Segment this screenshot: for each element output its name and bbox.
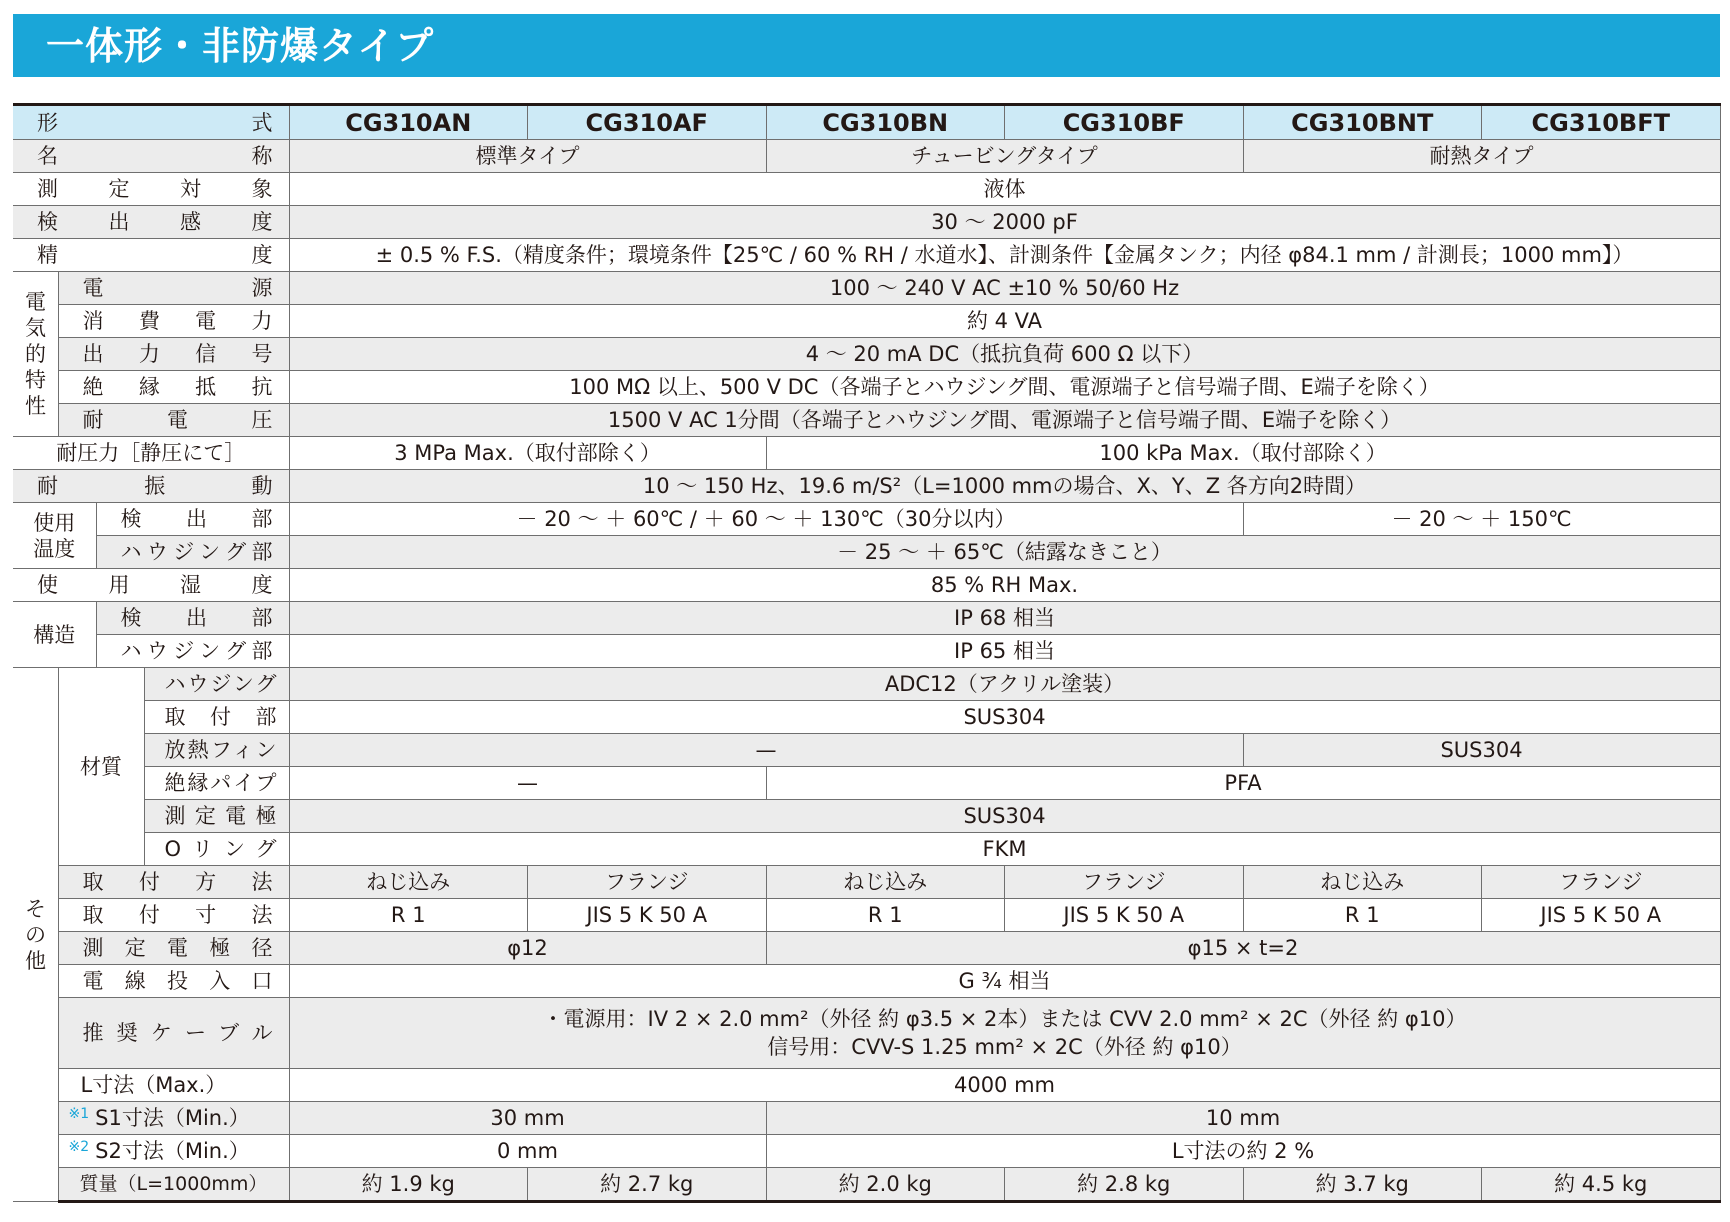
cell-value: － 20 〜 ＋ 150℃ bbox=[1243, 503, 1720, 536]
row-vibration bbox=[13, 470, 1720, 503]
row-label: Oリング bbox=[144, 833, 289, 866]
row-mount-size bbox=[13, 899, 1720, 932]
model-header-label: 形 式 bbox=[13, 105, 289, 140]
cell-value: — bbox=[289, 767, 766, 800]
cell-value: 約 2.0 kg bbox=[766, 1168, 1005, 1202]
cell-value: 約 4 VA bbox=[289, 305, 1720, 338]
row-label: ハウジング bbox=[144, 668, 289, 701]
row-sensitivity bbox=[13, 206, 1720, 239]
row-withstand bbox=[13, 404, 1720, 437]
cell-value: フランジ bbox=[528, 866, 767, 899]
row-target bbox=[13, 173, 1720, 206]
cell-value: ねじ込み bbox=[1243, 866, 1482, 899]
row-label: 測定対象 bbox=[13, 173, 289, 206]
row-label: ハウジング部 bbox=[96, 635, 289, 668]
cell-value: SUS304 bbox=[289, 701, 1720, 734]
cell-value: — bbox=[289, 734, 1243, 767]
cell-value: φ15 × t=2 bbox=[766, 932, 1720, 965]
cell-value: 85 % RH Max. bbox=[289, 569, 1720, 602]
cell-value: SUS304 bbox=[1243, 734, 1720, 767]
group-label-other: その他 bbox=[13, 668, 58, 1202]
row-pressure bbox=[13, 437, 1720, 470]
row-name bbox=[13, 140, 1720, 173]
cell-value: 100 〜 240 V AC ±10 % 50/60 Hz bbox=[289, 272, 1720, 305]
row-label: 精度 bbox=[13, 239, 289, 272]
row-label: 電源 bbox=[58, 272, 289, 305]
model-cg310an: CG310AN bbox=[289, 105, 528, 140]
row-label: S1寸法（Min.） bbox=[95, 1106, 250, 1130]
cell-value: 4000 mm bbox=[289, 1069, 1720, 1102]
row-label: 消費電力 bbox=[58, 305, 289, 338]
row-electrode-dia bbox=[13, 932, 1720, 965]
cell-value: PFA bbox=[766, 767, 1720, 800]
row-mat-pipe bbox=[13, 767, 1720, 800]
row-label: 使用湿度 bbox=[13, 569, 289, 602]
row-label: S2寸法（Min.） bbox=[95, 1139, 250, 1163]
row-label: 推奨ケーブル bbox=[58, 998, 289, 1069]
cell-value: 4 〜 20 mA DC（抵抗負荷 600 Ω 以下） bbox=[289, 338, 1720, 371]
section-title: 一体形・非防爆タイプ bbox=[46, 24, 435, 68]
cell-value: φ12 bbox=[289, 932, 766, 965]
row-label: 測定電極径 bbox=[58, 932, 289, 965]
cell-value: R 1 bbox=[766, 899, 1005, 932]
row-insulation bbox=[13, 371, 1720, 404]
cell-value: ADC12（アクリル塗装） bbox=[289, 668, 1720, 701]
row-s2 bbox=[13, 1135, 1720, 1168]
group-label-structure: 構造 bbox=[13, 602, 96, 668]
cell-value: G ¾ 相当 bbox=[289, 965, 1720, 998]
row-label: L寸法（Max.） bbox=[58, 1069, 289, 1102]
cell-value: チュービングタイプ bbox=[766, 140, 1243, 173]
row-label: 耐電圧 bbox=[58, 404, 289, 437]
cell-value-cable bbox=[289, 998, 1720, 1069]
note-marker: ※2 bbox=[68, 1139, 90, 1155]
row-label: ハウジング部 bbox=[96, 536, 289, 569]
row-mat-fin bbox=[13, 734, 1720, 767]
cell-value: 100 kPa Max.（取付部除く） bbox=[766, 437, 1720, 470]
cell-value: 100 MΩ 以上、500 V DC（各端子とハウジング間、電源端子と信号端子間、E端子を除く） bbox=[289, 371, 1720, 404]
cell-value: 約 2.7 kg bbox=[528, 1168, 767, 1202]
cell-value: ねじ込み bbox=[289, 866, 528, 899]
row-label: 絶縁抵抗 bbox=[58, 371, 289, 404]
cell-value: 標準タイプ bbox=[289, 140, 766, 173]
row-label: 耐振動 bbox=[13, 470, 289, 503]
cell-value: 0 mm bbox=[289, 1135, 766, 1168]
model-cg310bf: CG310BF bbox=[1005, 105, 1244, 140]
spec-table bbox=[13, 103, 1721, 1203]
cell-value: 約 2.8 kg bbox=[1005, 1168, 1244, 1202]
cell-value: R 1 bbox=[1243, 899, 1482, 932]
row-mat-mount bbox=[13, 701, 1720, 734]
header-row bbox=[13, 105, 1720, 140]
row-label: 放熱フィン bbox=[144, 734, 289, 767]
note-marker: ※1 bbox=[68, 1106, 90, 1122]
cell-value: IP 68 相当 bbox=[289, 602, 1720, 635]
cell-value: 約 3.7 kg bbox=[1243, 1168, 1482, 1202]
row-label: 出力信号 bbox=[58, 338, 289, 371]
cell-value: 約 1.9 kg bbox=[289, 1168, 528, 1202]
cell-value: IP 65 相当 bbox=[289, 635, 1720, 668]
row-l-size bbox=[13, 1069, 1720, 1102]
row-mat-oring bbox=[13, 833, 1720, 866]
row-temp-housing bbox=[13, 536, 1720, 569]
cell-value: 10 mm bbox=[766, 1102, 1720, 1135]
cell-value: 液体 bbox=[289, 173, 1720, 206]
cell-value: 30 mm bbox=[289, 1102, 766, 1135]
model-cg310bft: CG310BFT bbox=[1482, 105, 1721, 140]
group-label-electrical: 電気的特性 bbox=[13, 272, 58, 437]
cell-value: SUS304 bbox=[289, 800, 1720, 833]
row-mass bbox=[13, 1168, 1720, 1202]
row-mat-housing bbox=[13, 668, 1720, 701]
cell-value: JIS 5 K 50 A bbox=[1005, 899, 1244, 932]
row-label: 検出部 bbox=[96, 602, 289, 635]
row-structure-sensor bbox=[13, 602, 1720, 635]
row-label: 検出部 bbox=[96, 503, 289, 536]
cell-value: － 25 〜 ＋ 65℃（結露なきこと） bbox=[289, 536, 1720, 569]
row-label: 測定電極 bbox=[144, 800, 289, 833]
cable-line-power: ・電源用：IV 2 × 2.0 mm²（外径 約 φ3.5 × 2本）または CVV 2.0 mm² × 2C（外径 約 φ10） bbox=[542, 1007, 1467, 1031]
cell-value: JIS 5 K 50 A bbox=[528, 899, 767, 932]
row-label: 質量（L=1000mm） bbox=[58, 1168, 289, 1202]
cell-value: JIS 5 K 50 A bbox=[1482, 899, 1721, 932]
row-humidity bbox=[13, 569, 1720, 602]
model-cg310bnt: CG310BNT bbox=[1243, 105, 1482, 140]
cell-value: ねじ込み bbox=[766, 866, 1005, 899]
row-label: 名称 bbox=[13, 140, 289, 173]
model-cg310bn: CG310BN bbox=[766, 105, 1005, 140]
row-mat-electrode bbox=[13, 800, 1720, 833]
row-structure-housing bbox=[13, 635, 1720, 668]
section-banner bbox=[13, 14, 1720, 77]
row-label: 絶縁パイプ bbox=[144, 767, 289, 800]
cell-value: ± 0.5 % F.S.（精度条件；環境条件【25℃ / 60 % RH / 水道水】、計測条件【金属タンク；内径 φ84.1 mm / 計測長；1000 mm】） bbox=[289, 239, 1720, 272]
cell-value: 約 4.5 kg bbox=[1482, 1168, 1721, 1202]
row-temp-sensor bbox=[13, 503, 1720, 536]
row-label: 取付寸法 bbox=[58, 899, 289, 932]
group-label-material: 材質 bbox=[58, 668, 144, 866]
cell-value: 1500 V AC 1分間（各端子とハウジング間、電源端子と信号端子間、E端子を除く） bbox=[289, 404, 1720, 437]
row-label: 取付方法 bbox=[58, 866, 289, 899]
cell-value: 30 〜 2000 pF bbox=[289, 206, 1720, 239]
row-label: 検出感度 bbox=[13, 206, 289, 239]
cell-value: R 1 bbox=[289, 899, 528, 932]
model-cg310af: CG310AF bbox=[528, 105, 767, 140]
cell-value: フランジ bbox=[1482, 866, 1721, 899]
row-label-s2 bbox=[58, 1135, 289, 1168]
group-label-temperature: 使用温度 bbox=[13, 503, 96, 569]
row-accuracy bbox=[13, 239, 1720, 272]
row-label-s1 bbox=[58, 1102, 289, 1135]
cell-value: フランジ bbox=[1005, 866, 1244, 899]
cell-value: － 20 〜 ＋ 60℃ / ＋ 60 〜 ＋ 130℃（30分以内） bbox=[289, 503, 1243, 536]
row-label: 電線投入口 bbox=[58, 965, 289, 998]
cell-value: L寸法の約 2 % bbox=[766, 1135, 1720, 1168]
cell-value: 耐熱タイプ bbox=[1243, 140, 1720, 173]
row-label: 取付部 bbox=[144, 701, 289, 734]
row-cable bbox=[13, 998, 1720, 1069]
cable-line-signal: 信号用：CVV-S 1.25 mm² × 2C（外径 約 φ10） bbox=[767, 1035, 1242, 1059]
row-s1 bbox=[13, 1102, 1720, 1135]
cell-value: 3 MPa Max.（取付部除く） bbox=[289, 437, 766, 470]
row-consumption bbox=[13, 305, 1720, 338]
cell-value: 10 〜 150 Hz、19.6 m/S²（L=1000 mmの場合、X、Y、Z 各方向2時間） bbox=[289, 470, 1720, 503]
row-cable-entry bbox=[13, 965, 1720, 998]
row-power bbox=[13, 272, 1720, 305]
row-mount-method bbox=[13, 866, 1720, 899]
row-label: 耐圧力［静圧にて］ bbox=[13, 437, 289, 470]
row-output bbox=[13, 338, 1720, 371]
cell-value: FKM bbox=[289, 833, 1720, 866]
